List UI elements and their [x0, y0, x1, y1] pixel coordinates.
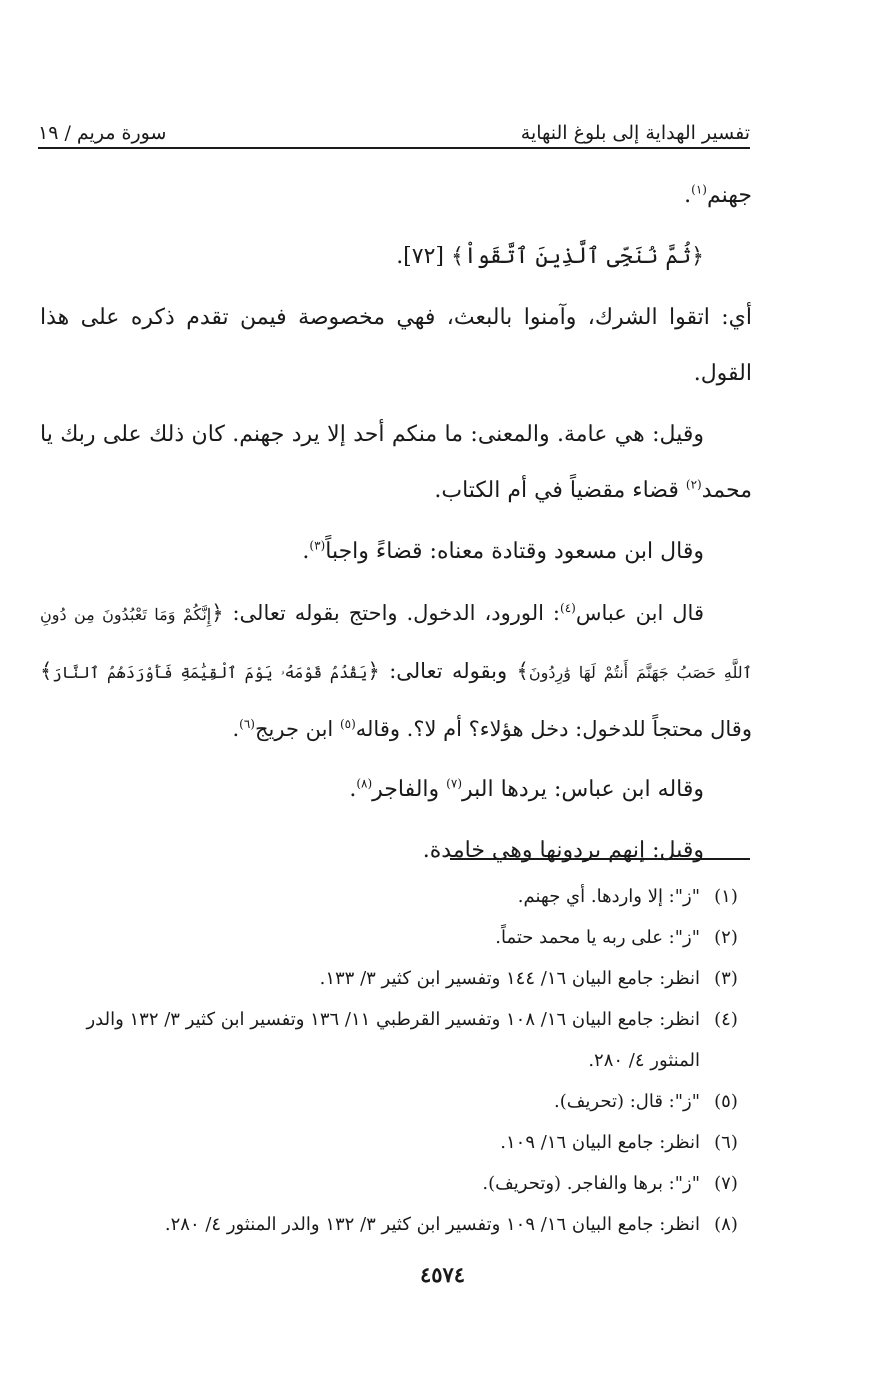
header-rule	[38, 147, 750, 149]
quran-verse: إِنَّكُمْ وَمَا تَعْبُدُونَ مِن دُونِ ٱللَّهِ حَصَبُ جَهَنَّمَ أَنتُمْ لَهَا وَٰرِدُونَ	[40, 605, 753, 682]
paragraph-4: وقيل: هي عامة. والمعنى: ما منكم أحد إلا يرد جهنم. كان ذلك على ربك يا محمد$^{(٢)}$ قضاء مقضياً في أم الكتاب.	[40, 422, 752, 503]
footnote-ref-7: (٧)	[446, 776, 462, 791]
running-header	[38, 108, 750, 144]
paragraph-5: وقال ابن مسعود وقتادة معناه: قضاءً واجباً$^{(٣)}$.	[302, 538, 704, 564]
footnote: (٨) انظر: جامع البيان ١٦/ ١٠٩ وتفسير ابن كثير ٣/ ١٣٢ والدر المنثور ٤/ ٢٨٠.	[164, 1214, 738, 1235]
paragraph-6: قال ابن عباس$^{(٤)}$: الورود، الدخول. واحتج بقوله تعالى: ﴿إِنَّكُمْ وَمَا تَعْبُدُونَ مِن دُونِ ٱللَّهِ حَصَبُ جَهَنَّمَ أَنتُمْ لَهَا وَٰرِدُونَ﴾ وبقوله تعالى: ﴿يَقْدُمُ قَوْمَهُۥ يَوْمَ ٱلْقِيَٰمَةِ فَأَوْرَدَهُمُ ٱلنَّارَ﴾ وقال محتجاً للدخول: دخل هؤلاء؟ أم لا؟. وقاله$^{(٥)}$ ابن جريج$^{(٦)}$.	[40, 601, 753, 741]
footnote-ref-2: (٢)	[685, 477, 702, 492]
footnote: (٦) انظر: جامع البيان ١٦/ ١٠٩.	[500, 1132, 738, 1153]
footnote-ref-1: (١)	[691, 182, 707, 197]
paragraph-1: جهنم$^{(١)}$.	[684, 182, 752, 208]
footnote-separator	[450, 858, 750, 860]
footnote: (١) "ز": إلا واردها. أي جهنم.	[517, 886, 738, 907]
main-text	[40, 168, 752, 884]
footnote: (٧) "ز": برها والفاجر. (وتحريف).	[482, 1173, 738, 1194]
footnotes	[40, 876, 752, 1245]
book-title: تفسير الهداية إلى بلوغ النهاية	[520, 122, 750, 144]
surah-label: سورة مريم / ١٩	[38, 122, 167, 144]
footnote-ref-4: (٤)	[560, 601, 576, 615]
page-number: ٤٥٧٤	[419, 1262, 466, 1287]
footnote-ref-5: (٥)	[339, 717, 356, 731]
footnote: (٥) "ز": قال: (تحريف).	[554, 1091, 738, 1112]
footnote-ref-6: (٦)	[239, 717, 255, 731]
paragraph-7: وقاله ابن عباس: يردها البر$^{(٧)}$ والفاجر$^{(٨)}$.	[349, 776, 704, 802]
footnote: (٢) "ز": على ربه يا محمد حتماً.	[495, 927, 738, 948]
quran-verse: يَقْدُمُ قَوْمَهُۥ يَوْمَ ٱلْقِيَٰمَةِ فَأَوْرَدَهُمُ ٱلنَّارَ	[52, 663, 368, 682]
paragraph-8: وقيل: إنهم يردونها وهي خامدة.	[422, 838, 704, 863]
footnote-ref-8: (٨)	[356, 776, 373, 791]
paragraph-3: أي: اتقوا الشرك، وآمنوا بالبعث، فهي مخصوصة فيمن تقدم ذكره على هذا القول.	[40, 305, 752, 386]
verse-ref: [٧٢].	[396, 244, 451, 269]
footnote-ref-3: (٣)	[309, 538, 326, 553]
paragraph-2: ﴿ثُمَّ نُنَجِّى ٱلَّذِينَ ٱتَّقَواْ﴾ [٧٢].	[396, 244, 704, 269]
footnote: (٣) انظر: جامع البيان ١٦/ ١٤٤ وتفسير ابن كثير ٣/ ١٣٣.	[319, 968, 738, 989]
footnote: (٤) انظر: جامع البيان ١٦/ ١٠٨ وتفسير القرطبي ١١/ ١٣٦ وتفسير ابن كثير ٣/ ١٣٢ والدر المنثور ٤/ ٢٨٠.	[86, 1009, 738, 1071]
quran-verse: ثُمَّ نُنَجِّى ٱلَّذِينَ ٱتَّقَواْ	[463, 244, 692, 269]
